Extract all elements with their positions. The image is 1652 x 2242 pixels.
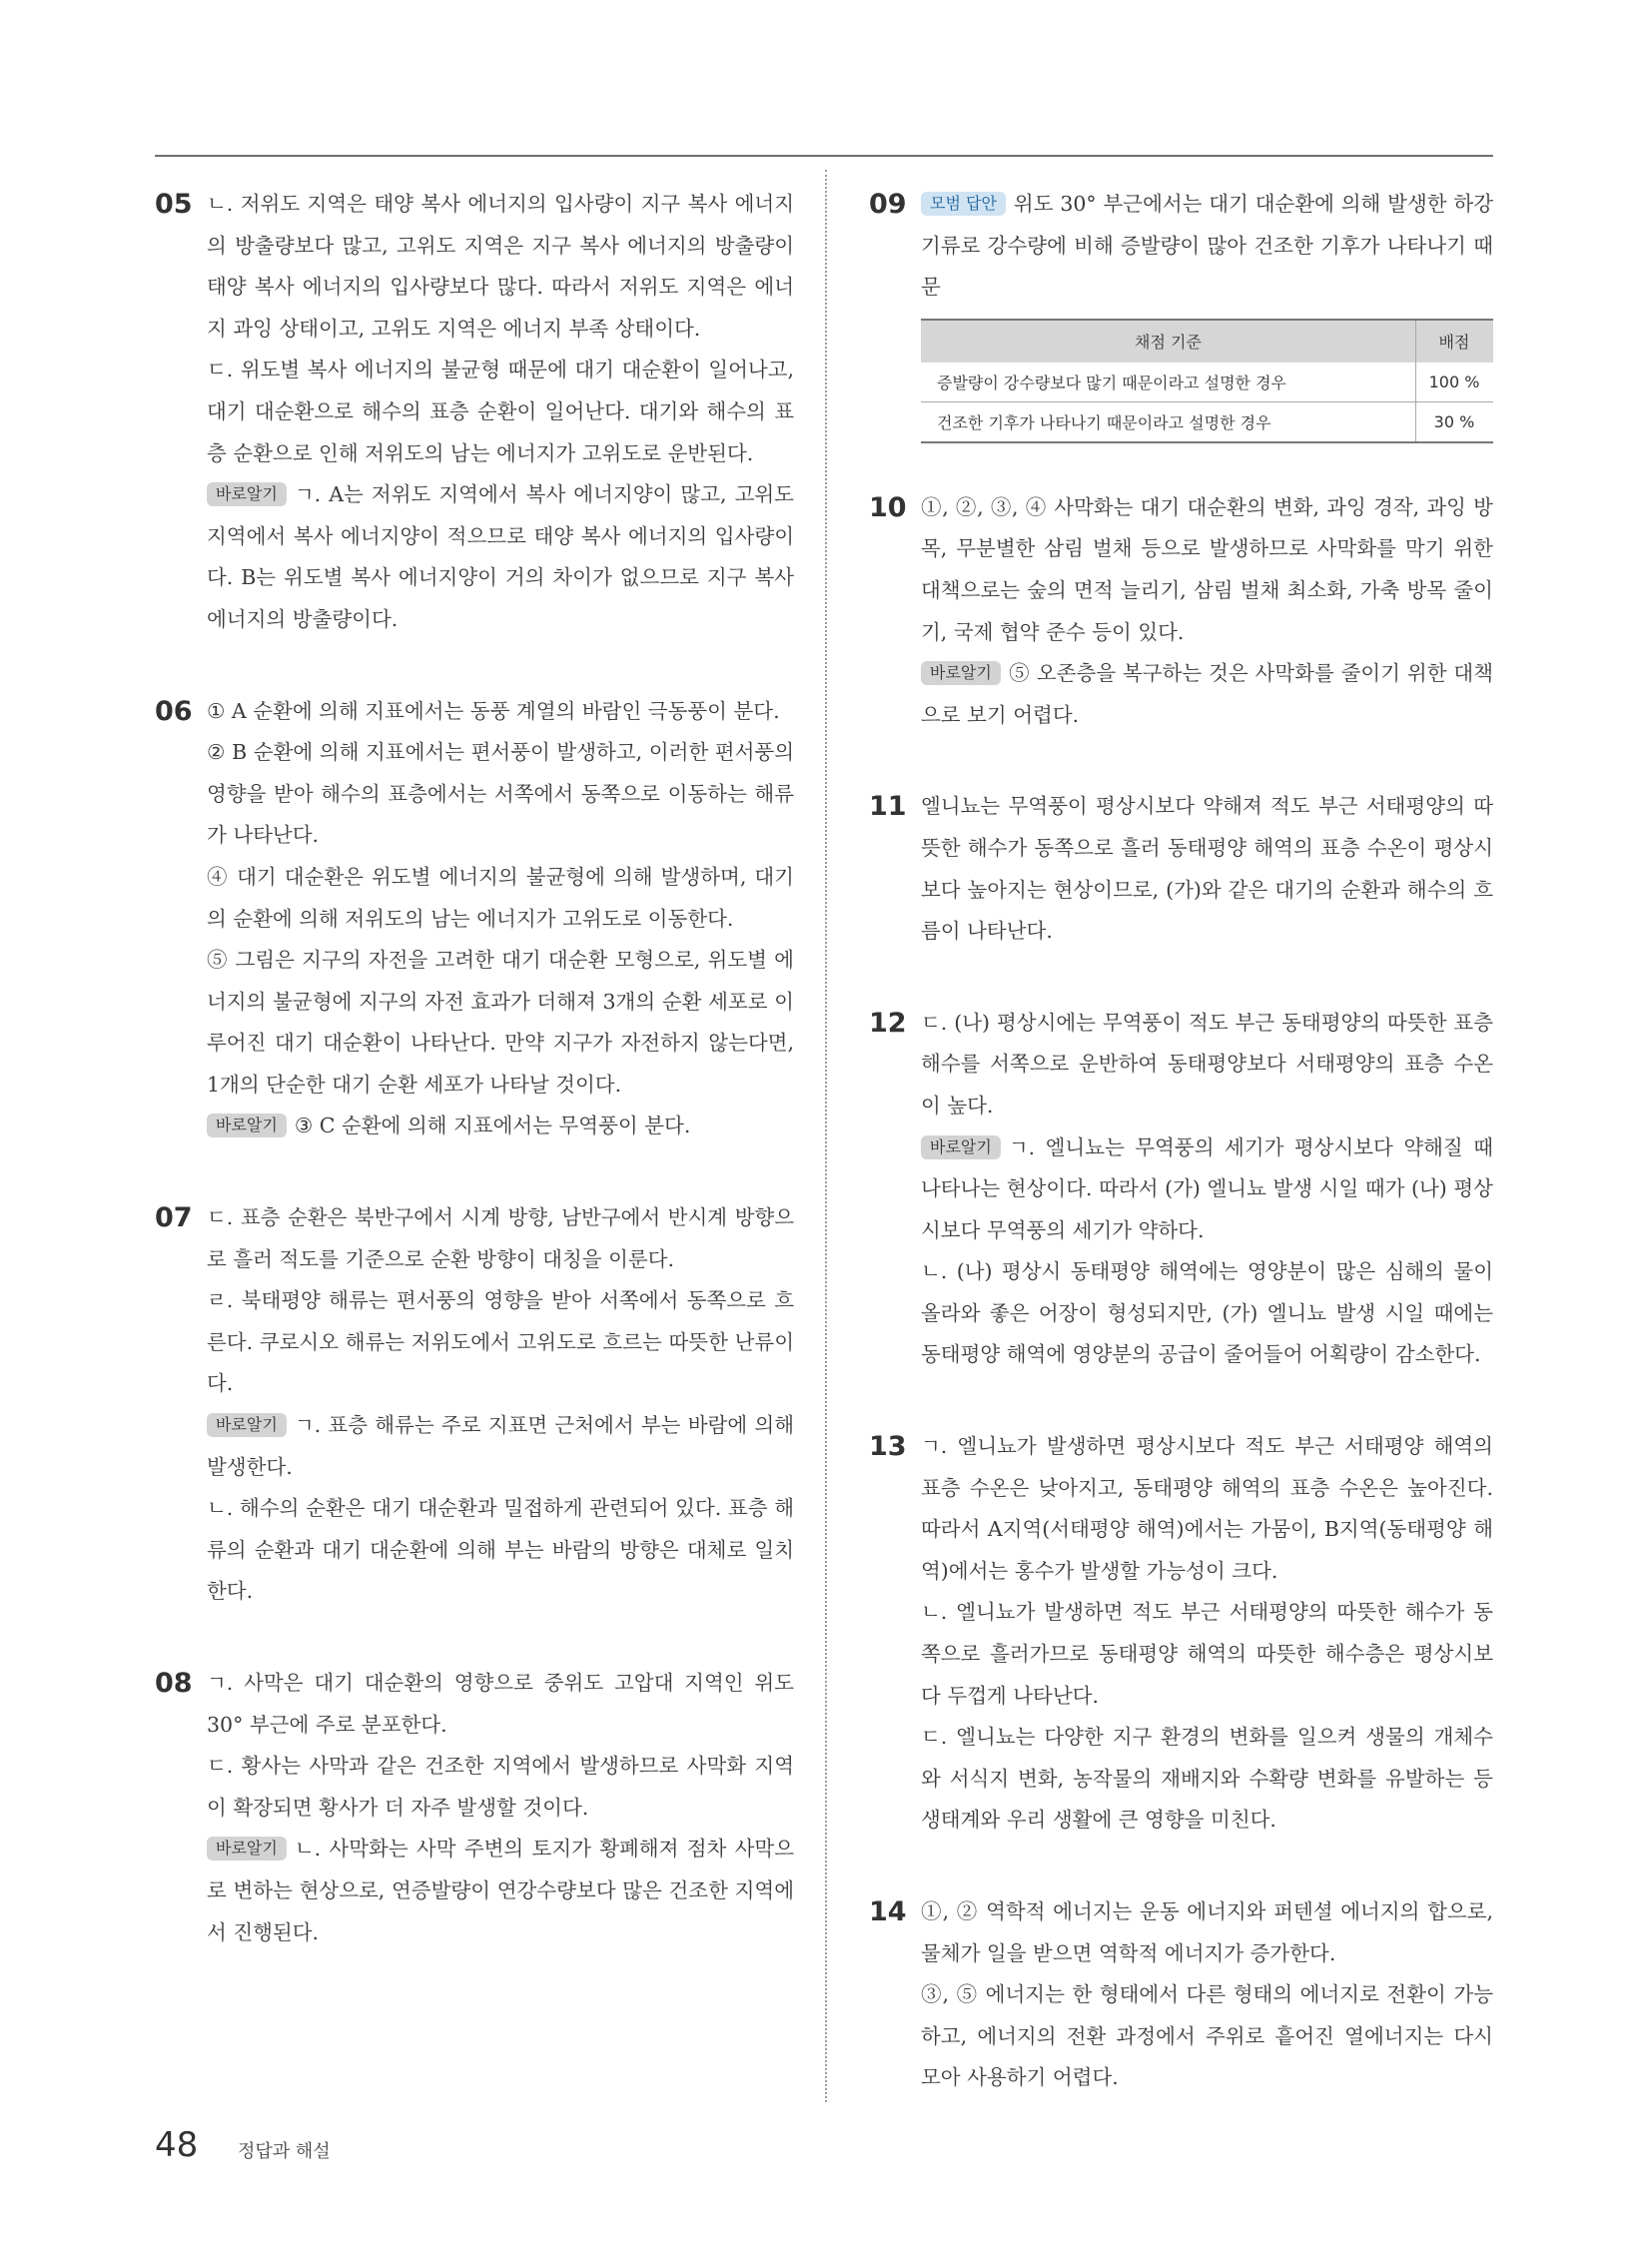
page-section-label: 정답과 해설 bbox=[238, 2141, 331, 2162]
wrong-answer-note bbox=[207, 1829, 794, 1953]
answer-13 bbox=[869, 1426, 1493, 1842]
right-column bbox=[869, 184, 1493, 2099]
answer-07 bbox=[155, 1197, 794, 1613]
question-number: 07 bbox=[155, 1202, 193, 1234]
explanation-text: ㄷ. 표층 순환은 북반구에서 시계 방향, 남반구에서 반시계 방향으로 흘러 적도를 기준으로 순환 방향이 대칭을 이룬다. bbox=[207, 1205, 794, 1271]
baro-algi-tag: 바로알기 bbox=[207, 1114, 287, 1137]
question-number: 10 bbox=[869, 491, 907, 523]
explanation-text: ㄷ. 황사는 사막과 같은 건조한 지역에서 발생하므로 사막화 지역이 확장되면 황사가 더 자주 발생할 것이다. bbox=[207, 1754, 794, 1820]
explanation-text: ㄴ. 해수의 순환은 대기 대순환과 밀접하게 관련되어 있다. 표층 해류의 순환과 대기 대순환에 의해 부는 바람의 방향은 대체로 일치한다. bbox=[207, 1496, 794, 1604]
wrong-answer-note bbox=[207, 1106, 794, 1147]
table-cell: 증발량이 강수량보다 많기 때문이라고 설명한 경우 bbox=[921, 363, 1416, 402]
explanation-text: ③, ⑤ 에너지는 한 형태에서 다른 형태의 에너지로 전환이 가능하고, 에너지의 전환 과정에서 주위로 흩어진 열에너지는 다시 모아 사용하기 어렵다. bbox=[921, 1982, 1493, 2090]
answer-11 bbox=[869, 786, 1493, 952]
table-cell: 건조한 기후가 나타나기 때문이라고 설명한 경우 bbox=[921, 401, 1416, 442]
answer-10 bbox=[869, 487, 1493, 737]
wrong-answer-note bbox=[921, 653, 1493, 736]
page-number: 48 bbox=[155, 2125, 199, 2165]
explanation-text: ㄱ. 엘니뇨가 발생하면 평상시보다 적도 부근 서태평양 해역의 표층 수온은 낮아지고, 동태평양 해역의 표층 수온은 높아진다. 따라서 A지역(서태평양 해역)에서는 가뭄이, B지역(동태평양 해역)에서는 홍수가 발생할 가능성이 크다. bbox=[921, 1434, 1493, 1583]
table-row bbox=[921, 401, 1493, 442]
explanation-text: ⑤ 오존층을 복구하는 것은 사막화를 줄이기 위한 대책으로 보기 어렵다. bbox=[921, 661, 1493, 727]
wrong-answer-note bbox=[207, 474, 794, 640]
question-number: 11 bbox=[869, 791, 907, 823]
answer-08 bbox=[155, 1663, 794, 1953]
explanation-text: ④ 대기 대순환은 위도별 에너지의 불균형에 의해 발생하며, 대기의 순환에 의해 저위도의 남는 에너지가 고위도로 이동한다. bbox=[207, 864, 794, 931]
explanation-text: ㄴ. 엘니뇨가 발생하면 적도 부근 서태평양의 따뜻한 해수가 동쪽으로 흘러가므로 동태평양 해역의 따뜻한 해수층은 평상시보다 두껍게 나타난다. bbox=[921, 1600, 1493, 1708]
answer-09 bbox=[869, 184, 1493, 443]
explanation-text: ㄷ. (나) 평상시에는 무역풍이 적도 부근 동태평양의 따뜻한 표층 해수를 서쪽으로 운반하여 동태평양보다 서태평양의 표층 수온이 높다. bbox=[921, 1010, 1493, 1118]
baro-algi-tag: 바로알기 bbox=[921, 1135, 1001, 1159]
question-number: 06 bbox=[155, 695, 193, 727]
explanation-text: ①, ② 역학적 에너지는 운동 에너지와 퍼텐셜 에너지의 합으로, 물체가 일을 받으면 역학적 에너지가 증가한다. bbox=[921, 1899, 1493, 1965]
model-answer-tag: 모범 답안 bbox=[921, 192, 1006, 216]
explanation-text: 엘니뇨는 무역풍이 평상시보다 약해져 적도 부근 서태평양의 따뜻한 해수가 동쪽으로 흘러 동태평양 해역의 표층 수온이 평상시보다 높아지는 현상이므로, (가)와 같은 대기의 순환과 해수의 흐름이 나타난다. bbox=[921, 794, 1493, 944]
question-number: 09 bbox=[869, 189, 907, 220]
explanation-text: ㄱ. 엘니뇨는 무역풍의 세기가 평상시보다 약해질 때 나타나는 현상이다. 따라서 (가) 엘니뇨 발생 시일 때가 (나) 평상시보다 무역풍의 세기가 약하다. bbox=[921, 1134, 1493, 1242]
answer-06 bbox=[155, 691, 794, 1148]
column-divider bbox=[825, 170, 827, 2102]
explanation-text: ㄴ. 저위도 지역은 태양 복사 에너지의 입사량이 지구 복사 에너지의 방출량보다 많고, 고위도 지역은 지구 복사 에너지의 방출량이 태양 복사 에너지의 입사량보다 많다. 따라서 저위도 지역은 에너지 과잉 상태이고, 고위도 지역은 에너지 부족 상태이다. bbox=[207, 192, 794, 341]
explanation-text: ㄴ. 사막화는 사막 주변의 토지가 황폐해져 점차 사막으로 변하는 현상으로, 연증발량이 연강수량보다 많은 건조한 지역에서 진행된다. bbox=[207, 1837, 794, 1944]
answer-14 bbox=[869, 1891, 1493, 2099]
baro-algi-tag: 바로알기 bbox=[921, 661, 1001, 685]
question-number: 05 bbox=[155, 189, 193, 220]
answer-05 bbox=[155, 184, 794, 641]
question-number: 14 bbox=[869, 1896, 907, 1927]
explanation-text: ㄷ. 엘니뇨는 다양한 지구 환경의 변화를 일으켜 생물의 개체수와 서식지 변화, 농작물의 재배지와 수확량 변화를 유발하는 등 생태계와 우리 생활에 큰 영향을 미친다. bbox=[921, 1725, 1493, 1833]
explanation-text: ① A 순환에 의해 지표에서는 동풍 계열의 바람인 극동풍이 분다. bbox=[207, 698, 780, 723]
table-cell: 30 % bbox=[1416, 401, 1494, 442]
table-header: 채점 기준 bbox=[921, 320, 1416, 363]
explanation-text: ㄹ. 북태평양 해류는 편서풍의 영향을 받아 서쪽에서 동쪽으로 흐른다. 쿠로시오 해류는 저위도에서 고위도로 흐르는 따뜻한 난류이다. bbox=[207, 1288, 794, 1396]
table-cell: 100 % bbox=[1416, 363, 1494, 402]
explanation-text: ㄴ. (나) 평상시 동태평양 해역에는 영양분이 많은 심해의 물이 올라와 좋은 어장이 형성되지만, (가) 엘니뇨 발생 시일 때에는 동태평양 해역에 영양분의 공급이 줄어들어 어획량이 감소한다. bbox=[921, 1259, 1493, 1367]
explanation-text: ㄱ. 사막은 대기 대순환의 영향으로 중위도 고압대 지역인 위도 30° 부근에 주로 분포한다. bbox=[207, 1671, 794, 1737]
table-header: 배점 bbox=[1416, 320, 1494, 363]
wrong-answer-note bbox=[207, 1405, 794, 1488]
explanation-text: ㄱ. 표층 해류는 주로 지표면 근처에서 부는 바람에 의해 발생한다. bbox=[207, 1413, 794, 1479]
scoring-table bbox=[921, 319, 1493, 443]
top-rule bbox=[155, 155, 1493, 157]
table-row bbox=[921, 363, 1493, 402]
answer-12 bbox=[869, 1003, 1493, 1376]
question-number: 12 bbox=[869, 1007, 907, 1039]
baro-algi-tag: 바로알기 bbox=[207, 1413, 287, 1437]
explanation-text: ㄱ. A는 저위도 지역에서 복사 에너지양이 많고, 고위도 지역에서 복사 에너지양이 적으므로 태양 복사 에너지의 입사량이다. B는 위도별 복사 에너지양이 거의 차이가 없으므로 지구 복사 에너지의 방출량이다. bbox=[207, 482, 794, 631]
left-column bbox=[155, 184, 794, 1953]
question-number: 13 bbox=[869, 1431, 907, 1463]
explanation-text: ② B 순환에 의해 지표에서는 편서풍이 발생하고, 이러한 편서풍의 영향을 받아 해수의 표층에서는 서쪽에서 동쪽으로 이동하는 해류가 나타난다. bbox=[207, 740, 794, 848]
explanation-text: ③ C 순환에 의해 지표에서는 무역풍이 분다. bbox=[294, 1114, 691, 1138]
model-answer bbox=[921, 184, 1493, 309]
baro-algi-tag: 바로알기 bbox=[207, 1837, 287, 1861]
explanation-text: ㄷ. 위도별 복사 에너지의 불균형 때문에 대기 대순환이 일어나고, 대기 대순환으로 해수의 표층 순환이 일어난다. 대기와 해수의 표층 순환으로 인해 저위도의 남는 에너지가 고위도로 운반된다. bbox=[207, 358, 794, 465]
explanation-text: ①, ②, ③, ④ 사막화는 대기 대순환의 변화, 과잉 경작, 과잉 방목, 무분별한 삼림 벌채 등으로 발생하므로 사막화를 막기 위한 대책으로는 숲의 면적 늘리기, 삼림 벌채 최소화, 가축 방목 줄이기, 국제 협약 준수 등이 있다. bbox=[921, 494, 1493, 644]
explanation-text: ⑤ 그림은 지구의 자전을 고려한 대기 대순환 모형으로, 위도별 에너지의 불균형에 지구의 자전 효과가 더해져 3개의 순환 세포로 이루어진 대기 대순환이 나타난다. 만약 지구가 자전하지 않는다면, 1개의 단순한 대기 순환 세포가 나타날 것이다. bbox=[207, 948, 794, 1097]
baro-algi-tag: 바로알기 bbox=[207, 482, 287, 506]
explanation-text: 위도 30° 부근에서는 대기 대순환에 의해 발생한 하강 기류로 강수량에 비해 증발량이 많아 건조한 기후가 나타나기 때문 bbox=[921, 192, 1493, 300]
question-number: 08 bbox=[155, 1668, 193, 1699]
wrong-answer-note bbox=[921, 1127, 1493, 1252]
